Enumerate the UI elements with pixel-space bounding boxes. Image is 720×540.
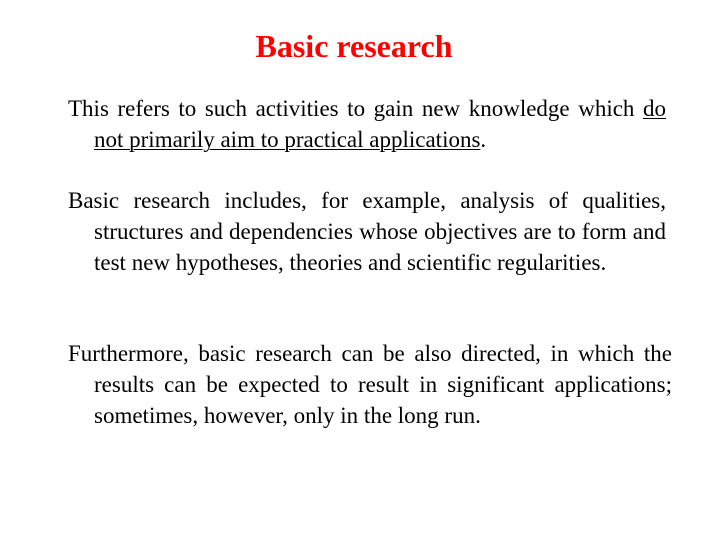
- paragraph-definition: [68, 93, 666, 155]
- paragraph-definition-text: This refers to such activities to gain new knowledge which: [68, 96, 643, 121]
- paragraph-includes: Basic research includes, for example, analysis of qualities, structures and dependencies whose objectives are to form and test new hypotheses, theories and scientific regularities.: [68, 188, 666, 275]
- slide-title: Basic research: [255, 28, 453, 64]
- underlined-phrase: do not primarily aim to practical applications: [94, 96, 666, 152]
- paragraph-definition-end: .: [480, 127, 487, 152]
- paragraph-furthermore: Furthermore, basic research can be also directed, in which the results can be expected to result in significant applications; sometimes, however, only in the long run.: [68, 341, 672, 428]
